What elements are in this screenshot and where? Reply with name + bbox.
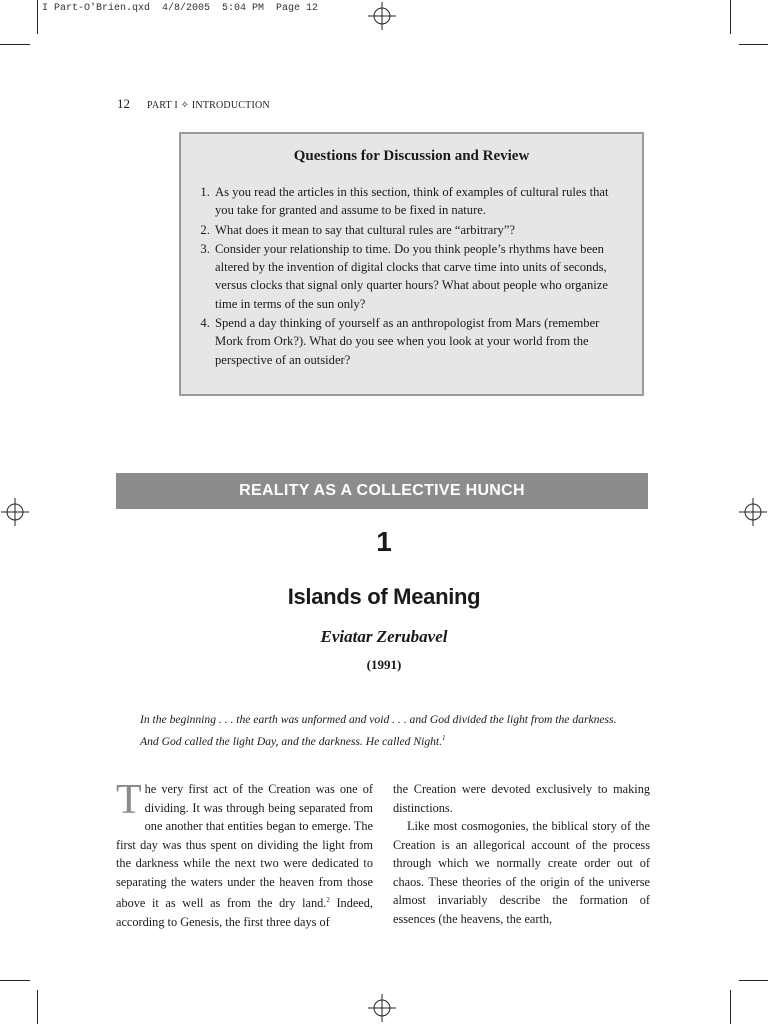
body-paragraph: Like most cosmogonies, the biblical story of the Creation is an allegorical account of the process through which we normally create order out of chaos. These theories of the origin of the universe almost invariably describe the formation of essences (the heavens, the earth, bbox=[393, 819, 650, 926]
body-paragraph: the Creation were devoted exclusively to making distinctions. bbox=[393, 782, 650, 815]
section-banner: REALITY AS A COLLECTIVE HUNCH bbox=[116, 473, 648, 509]
chapter-number: 1 bbox=[376, 526, 392, 557]
crop-mark-top-left-h bbox=[0, 44, 30, 45]
registration-mark-left-icon bbox=[1, 498, 29, 526]
epigraph-text: In the beginning . . . the earth was unformed and void . . . and God divided the light from the darkness. And God called the light Day, and the darkness. He called Night. bbox=[140, 713, 617, 748]
chapter-author: Eviatar Zerubavel bbox=[320, 627, 448, 646]
print-slug: I Part-O'Brien.qxd 4/8/2005 5:04 PM Page 12 bbox=[42, 3, 319, 14]
question-item: 4. Spend a day thinking of yourself as an anthropologist from Mars (remember Mork from Ork?). What do you see when you look at your world from the perspective of an outsider? bbox=[213, 314, 628, 369]
epigraph bbox=[140, 710, 630, 751]
body-text: Indeed, according to Genesis, the first three days of bbox=[116, 896, 373, 929]
body-column-left bbox=[116, 777, 373, 931]
chapter-year: (1991) bbox=[366, 657, 402, 672]
registration-mark-right-icon bbox=[739, 498, 767, 526]
footnote-ref: 2 bbox=[326, 896, 330, 904]
crop-mark-bottom-right-h bbox=[739, 980, 768, 981]
running-head bbox=[117, 96, 270, 112]
registration-mark-bottom-icon bbox=[368, 994, 396, 1022]
crop-mark-top-right-h bbox=[739, 44, 768, 45]
section-label: PART I ✧ INTRODUCTION bbox=[147, 100, 270, 111]
page-number: 12 bbox=[117, 96, 130, 111]
drop-cap: T bbox=[116, 777, 142, 823]
question-item: 2. What does it mean to say that cultural rules are “arbitrary”? bbox=[213, 221, 628, 239]
crop-mark-bottom-left-v bbox=[37, 990, 38, 1024]
registration-mark-top-icon bbox=[368, 2, 396, 30]
body-text: he very first act of the Creation was one of dividing. It was through being separated from one another that entities began to emerge. The first day was thus spent on dividing the light from the darkness while the next two were dedicated to separating the waters under the heaven from those above it as well as from the dry land. bbox=[116, 782, 373, 911]
chapter-title: Islands of Meaning bbox=[287, 584, 481, 609]
body-column-right bbox=[393, 780, 650, 928]
question-item: 1. As you read the articles in this section, think of examples of cultural rules that you take for granted and assume to be fixed in nature. bbox=[213, 183, 628, 220]
crop-mark-bottom-right-v bbox=[730, 990, 731, 1024]
questions-box bbox=[179, 132, 644, 396]
body-paragraph bbox=[116, 777, 373, 931]
crop-mark-top-right-v bbox=[730, 0, 731, 34]
epigraph-note: 1 bbox=[442, 734, 446, 742]
questions-title: Questions for Discussion and Review bbox=[293, 148, 530, 164]
crop-mark-bottom-left-h bbox=[0, 980, 30, 981]
questions-list bbox=[213, 183, 628, 369]
crop-mark-top-left-v bbox=[37, 0, 38, 34]
question-item: 3. Consider your relationship to time. Do you think people’s rhythms have been altered by the invention of digital clocks that carve time into units of seconds, versus clocks that signal only quarter hours? What about people who organize time in terms of the sun only? bbox=[213, 240, 628, 313]
